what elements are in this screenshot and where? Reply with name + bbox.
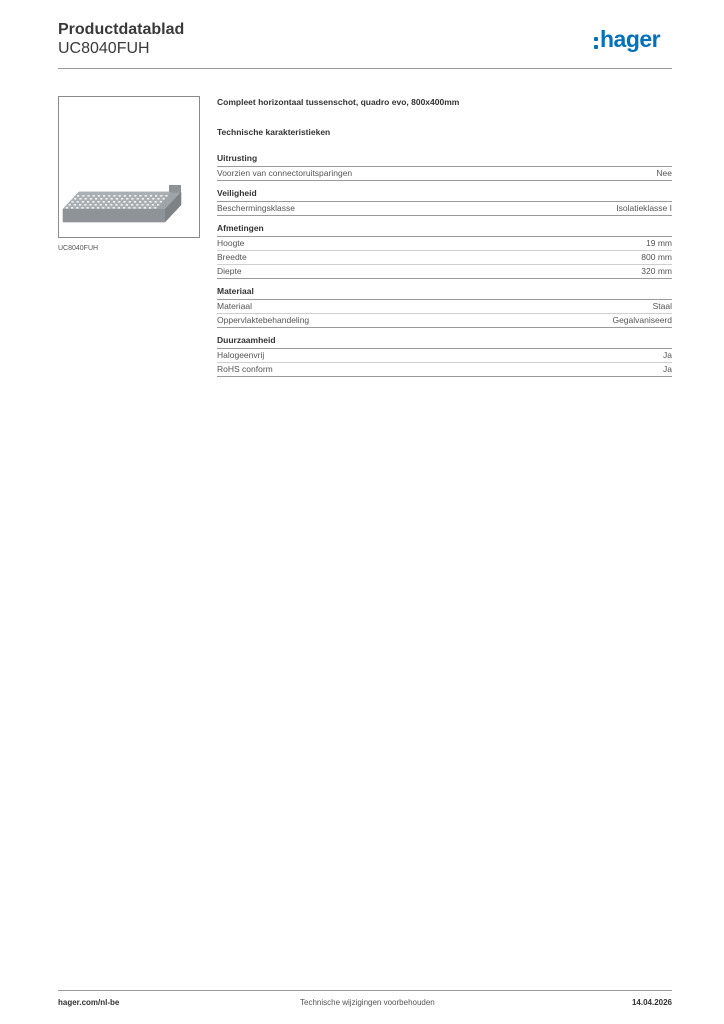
perforation-hole — [93, 195, 95, 197]
spec-value: Nee — [656, 168, 672, 178]
perforation-hole — [121, 198, 123, 200]
perforation-hole — [136, 204, 138, 206]
spec-label: Voorzien van connectoruitsparingen — [217, 168, 353, 178]
perforation-hole — [126, 204, 128, 206]
spec-section — [217, 188, 672, 216]
spec-value: 800 mm — [641, 252, 672, 262]
spec-label: Beschermingsklasse — [217, 203, 295, 213]
perforation-hole — [157, 198, 159, 200]
perforation-hole — [76, 207, 78, 209]
spec-row — [217, 265, 672, 279]
perforation-hole — [100, 204, 102, 206]
logo-dots-icon — [594, 37, 598, 53]
spec-sections — [217, 153, 672, 377]
tech-section-title: Technische karakteristieken — [217, 127, 331, 137]
perforation-hole — [113, 195, 115, 197]
spec-label: RoHS conform — [217, 364, 273, 374]
spec-row — [217, 300, 672, 314]
perforation-hole — [118, 201, 120, 203]
perforation-hole — [103, 201, 105, 203]
perforation-hole — [155, 201, 157, 203]
perforation-hole — [163, 198, 165, 200]
spec-section — [217, 153, 672, 181]
perforation-hole — [113, 201, 115, 203]
perforation-hole — [152, 204, 154, 206]
perforation-hole — [87, 201, 89, 203]
footer-disclaimer: Technische wijzigingen voorbehouden — [300, 998, 435, 1007]
perforation-hole — [154, 207, 156, 209]
perforation-hole — [79, 198, 81, 200]
logo-wordmark: hager — [600, 26, 661, 52]
section-heading: Veiligheid — [217, 188, 672, 202]
perforation-hole — [121, 204, 123, 206]
spec-row — [217, 237, 672, 251]
perforation-hole — [77, 201, 79, 203]
spec-content — [217, 97, 672, 384]
perforation-hole — [144, 201, 146, 203]
perforation-hole — [102, 207, 104, 209]
perforation-hole — [149, 207, 151, 209]
spec-label: Breedte — [217, 252, 247, 262]
perforation-hole — [87, 195, 89, 197]
perforation-hole — [133, 207, 135, 209]
spec-value: Gegalvaniseerd — [612, 315, 672, 325]
perforation-hole — [142, 198, 144, 200]
perforation-hole — [147, 198, 149, 200]
spec-value: Staal — [652, 301, 672, 311]
section-heading: Afmetingen — [217, 223, 672, 237]
section-heading: Duurzaamheid — [217, 335, 672, 349]
perforation-hole — [98, 195, 100, 197]
perforation-hole — [111, 198, 113, 200]
perforation-hole — [100, 198, 102, 200]
spec-row — [217, 314, 672, 328]
perforation-hole — [97, 207, 99, 209]
spec-label: Diepte — [217, 266, 242, 276]
perforation-hole — [149, 201, 151, 203]
perforation-hole — [71, 207, 73, 209]
perforated-tray-icon — [59, 97, 199, 237]
perforation-hole — [90, 198, 92, 200]
perforation-hole — [128, 207, 130, 209]
footer-website: hager.com/nl-be — [58, 998, 120, 1007]
perforation-hole — [141, 204, 143, 206]
spec-value: Isolatieklasse I — [616, 203, 672, 213]
perforation-hole — [107, 207, 109, 209]
perforation-hole — [157, 204, 159, 206]
spec-label: Halogeenvrij — [217, 350, 265, 360]
spec-label: Oppervlaktebehandeling — [217, 315, 310, 325]
perforation-hole — [123, 201, 125, 203]
spec-value: 320 mm — [641, 266, 672, 276]
perforation-hole — [84, 204, 86, 206]
footer-date: 14.04.2026 — [631, 998, 672, 1007]
footer-divider — [58, 990, 672, 991]
spec-row — [217, 349, 672, 363]
perforation-hole — [123, 207, 125, 209]
perforation-hole — [82, 195, 84, 197]
perforation-hole — [165, 195, 167, 197]
page-title: Productdatablad — [58, 21, 185, 38]
perforation-hole — [87, 207, 89, 209]
perforation-hole — [116, 198, 118, 200]
spec-section — [217, 223, 672, 279]
perforation-hole — [131, 204, 133, 206]
perforation-hole — [124, 195, 126, 197]
spec-row — [217, 251, 672, 265]
spec-row — [217, 167, 672, 181]
perforation-hole — [74, 204, 76, 206]
perforation-hole — [110, 204, 112, 206]
header-divider — [58, 68, 672, 69]
perforation-hole — [82, 201, 84, 203]
perforation-hole — [66, 207, 68, 209]
perforation-hole — [160, 201, 162, 203]
perforation-hole — [105, 198, 107, 200]
perforation-hole — [129, 201, 131, 203]
spec-value: 19 mm — [646, 238, 672, 248]
perforation-hole — [144, 207, 146, 209]
spec-value: Ja — [663, 364, 672, 374]
perforation-hole — [113, 207, 115, 209]
perforation-hole — [134, 201, 136, 203]
image-caption: UC8040FUH — [58, 245, 99, 252]
perforation-hole — [139, 207, 141, 209]
perforation-hole — [150, 195, 152, 197]
section-heading: Materiaal — [217, 286, 672, 300]
perforation-hole — [95, 198, 97, 200]
perforation-hole — [79, 204, 81, 206]
perforation-hole — [108, 195, 110, 197]
perforation-hole — [69, 204, 71, 206]
perforation-hole — [126, 198, 128, 200]
perforation-hole — [119, 195, 121, 197]
perforation-hole — [89, 204, 91, 206]
perforation-hole — [131, 198, 133, 200]
perforation-hole — [74, 198, 76, 200]
spec-section — [217, 286, 672, 328]
hager-logo — [594, 26, 674, 57]
perforation-hole — [147, 204, 149, 206]
perforation-hole — [134, 195, 136, 197]
perforation-hole — [103, 195, 105, 197]
perforation-hole — [95, 204, 97, 206]
product-description: Compleet horizontaal tussenschot, quadro evo, 800x400mm — [217, 97, 460, 107]
product-image — [58, 96, 200, 238]
perforation-hole — [71, 201, 73, 203]
perforation-hole — [115, 204, 117, 206]
perforation-hole — [160, 195, 162, 197]
perforation-hole — [139, 195, 141, 197]
perforation-hole — [108, 201, 110, 203]
spec-value: Ja — [663, 350, 672, 360]
perforation-hole — [155, 195, 157, 197]
spec-section — [217, 335, 672, 377]
spec-label: Hoogte — [217, 238, 245, 248]
spec-row — [217, 202, 672, 216]
spec-row — [217, 363, 672, 377]
section-heading: Uitrusting — [217, 153, 672, 167]
perforation-hole — [77, 195, 79, 197]
perforation-hole — [92, 207, 94, 209]
perforation-hole — [92, 201, 94, 203]
perforation-hole — [85, 198, 87, 200]
spec-label: Materiaal — [217, 301, 252, 311]
perforation-hole — [105, 204, 107, 206]
perforation-hole — [118, 207, 120, 209]
perforation-hole — [137, 198, 139, 200]
product-code: UC8040FUH — [58, 40, 150, 57]
perforation-hole — [139, 201, 141, 203]
perforation-hole — [97, 201, 99, 203]
perforation-hole — [145, 195, 147, 197]
perforation-hole — [81, 207, 83, 209]
perforation-hole — [152, 198, 154, 200]
perforation-hole — [129, 195, 131, 197]
